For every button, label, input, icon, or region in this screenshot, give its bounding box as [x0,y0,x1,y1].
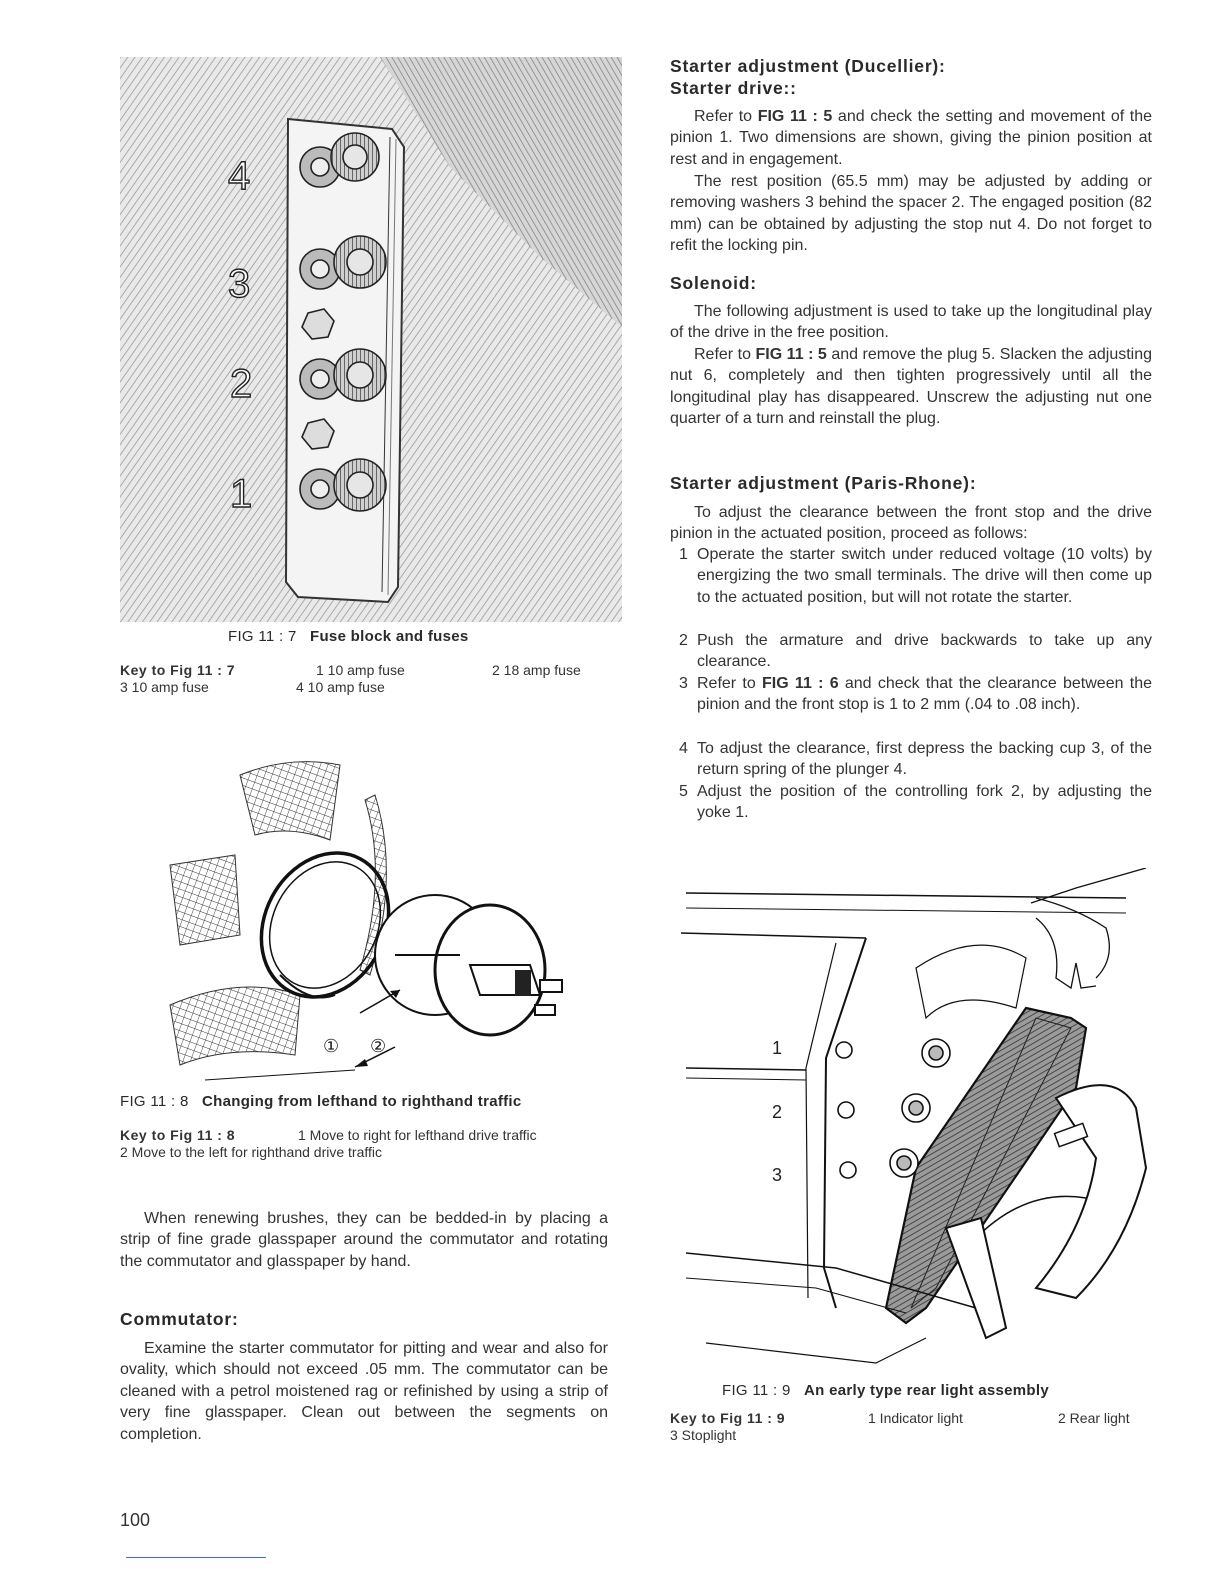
fig-11-9-callout-3: 3 [772,1165,783,1185]
fig-11-8-key-item-1: 1 Move to right for lefthand drive traffic [298,1127,537,1143]
fig-11-9-caption [722,1382,1049,1399]
fig-11-7-number-1: 1 [230,472,253,516]
fig-11-7-caption [228,628,469,645]
paris-rhone-intro: To adjust the clearance between the front stop and the drive pinion in the actuated position, proceed as follows: [670,504,1152,543]
fig-11-8-caption [120,1093,522,1110]
fig-11-9-key-item-3: 3 Stoplight [670,1427,737,1443]
starter-drive-paragraph-1 [670,106,1152,170]
fig-11-9-key [670,1410,1152,1444]
fig-11-8-key [120,1127,610,1161]
fig-11-9-key-item-2: 2 Rear light [1058,1410,1130,1426]
fig-11-7-number-3: 3 [228,262,251,306]
fig-11-7-key-item-1: 1 10 amp fuse [316,662,405,678]
fig-11-7-caption-label: FIG 11 : 7 [228,628,297,645]
fig-11-8-key-label: Key to Fig 11 : 8 [120,1127,236,1143]
fig-11-9-caption-title: An early type rear light assembly [804,1382,1049,1399]
paris-rhone-heading: Starter adjustment (Paris-Rhone): [670,473,977,493]
step-1-number: 1 [679,546,688,563]
step-4 [679,738,1152,781]
commutator-paragraph: Examine the starter commutator for pitting and wear and also for ovality, which should not exceed .05 mm. The commutator can be cleaned with a petrol moistened rag or refinished by using a strip of very fine glasspaper. Clean out between the segments on completion. [120,1340,608,1443]
step-3-ref: FIG 11 : 6 [762,675,839,692]
fig-11-8-caption-label: FIG 11 : 8 [120,1093,189,1110]
step-4-number: 4 [679,740,688,757]
fig-11-7-number-2: 2 [230,362,253,406]
step-3-end: and check that the clearance between the pinion and the front stop is 1 to 2 mm (.04 to .08 inch). [697,675,1152,714]
fig-11-8-marker-1: ① [323,1036,340,1056]
step-2 [679,630,1152,673]
starter-drive-paragraph-2: The rest position (65.5 mm) may be adjusted by adding or removing washers 3 behind the spacer 2. The engaged position (82 mm) can be obtained by adjusting the stop nut 4. Do not forget to refit the locking pin. [670,173,1152,255]
step-5-text: Adjust the position of the controlling fork 2, by adjusting the yoke 1. [697,783,1152,822]
brushes-paragraph: When renewing brushes, they can be bedded-in by placing a strip of fine grade glasspaper around the commutator and rotating the commutator and glasspaper by hand. [120,1210,608,1270]
step-3 [679,673,1152,716]
solenoid-para2-start: Refer to [694,346,756,363]
step-1 [679,544,1152,608]
fig-11-8-caption-title: Changing from lefthand to righthand traffic [202,1093,522,1110]
footer-rule [126,1557,266,1558]
fig-11-7-key-item-2: 2 18 amp fuse [492,662,581,678]
fig-11-9-key-item-1: 1 Indicator light [868,1410,963,1426]
fig-11-7-key [120,662,610,696]
fig-11-7-image [120,57,622,622]
step-2-text: Push the armature and drive backwards to take up any clearance. [697,632,1152,671]
fig-11-9-callout-2: 2 [772,1102,783,1122]
fig-11-8-key-item-2: 2 Move to the left for righthand drive traffic [120,1144,382,1160]
solenoid-heading: Solenoid: [670,273,757,293]
step-5-number: 5 [679,783,688,800]
fig-11-7-caption-title: Fuse block and fuses [310,628,469,645]
starter-drive-heading: Starter drive:: [670,78,797,98]
fig-11-7-key-item-3: 3 10 amp fuse [120,679,209,695]
ducellier-heading: Starter adjustment (Ducellier): [670,56,946,76]
solenoid-para2-ref: FIG 11 : 5 [755,346,827,363]
fig-11-9-key-label: Key to Fig 11 : 9 [670,1410,786,1426]
step-3-start: Refer to [697,675,762,692]
step-1-text: Operate the starter switch under reduced voltage (10 volts) by energizing the two small terminals. The drive will then come up to the actuated position, but will not rotate the starter. [697,546,1152,606]
step-5 [679,781,1152,824]
step-2-number: 2 [679,632,688,649]
fig-11-9-callout-1: 1 [772,1038,783,1058]
starter-drive-para1-start: Refer to [694,108,758,125]
starter-drive-para1-end: and check the setting and movement of the pinion 1. Two dimensions are shown, giving the pinion position at rest and in engagement. [670,108,1153,168]
solenoid-paragraph-2 [670,344,1152,430]
solenoid-paragraph-1: The following adjustment is used to take up the longitudinal play of the drive in the free position. [670,303,1152,342]
starter-drive-para1-ref: FIG 11 : 5 [757,108,833,125]
fig-11-8-marker-2: ② [370,1036,387,1056]
fig-11-7-number-4: 4 [228,154,251,198]
fig-11-9-image [676,868,1166,1368]
page-number: 100 [120,1510,151,1530]
commutator-heading: Commutator: [120,1309,239,1329]
fig-11-9-caption-label: FIG 11 : 9 [722,1382,791,1399]
fig-11-8-image [160,755,610,1085]
step-4-text: To adjust the clearance, first depress the backing cup 3, of the return spring of the plunger 4. [697,740,1152,779]
fig-11-7-key-item-4: 4 10 amp fuse [296,679,385,695]
step-3-number: 3 [679,675,688,692]
fig-11-7-key-label: Key to Fig 11 : 7 [120,662,236,678]
solenoid-para2-end: and remove the plug 5. Slacken the adjusting nut 6, completely and then tighten progressively until all the longitudinal play has disappeared. Unscrew the adjusting nut one quarter of a turn and reinstall the plug. [670,346,1153,428]
